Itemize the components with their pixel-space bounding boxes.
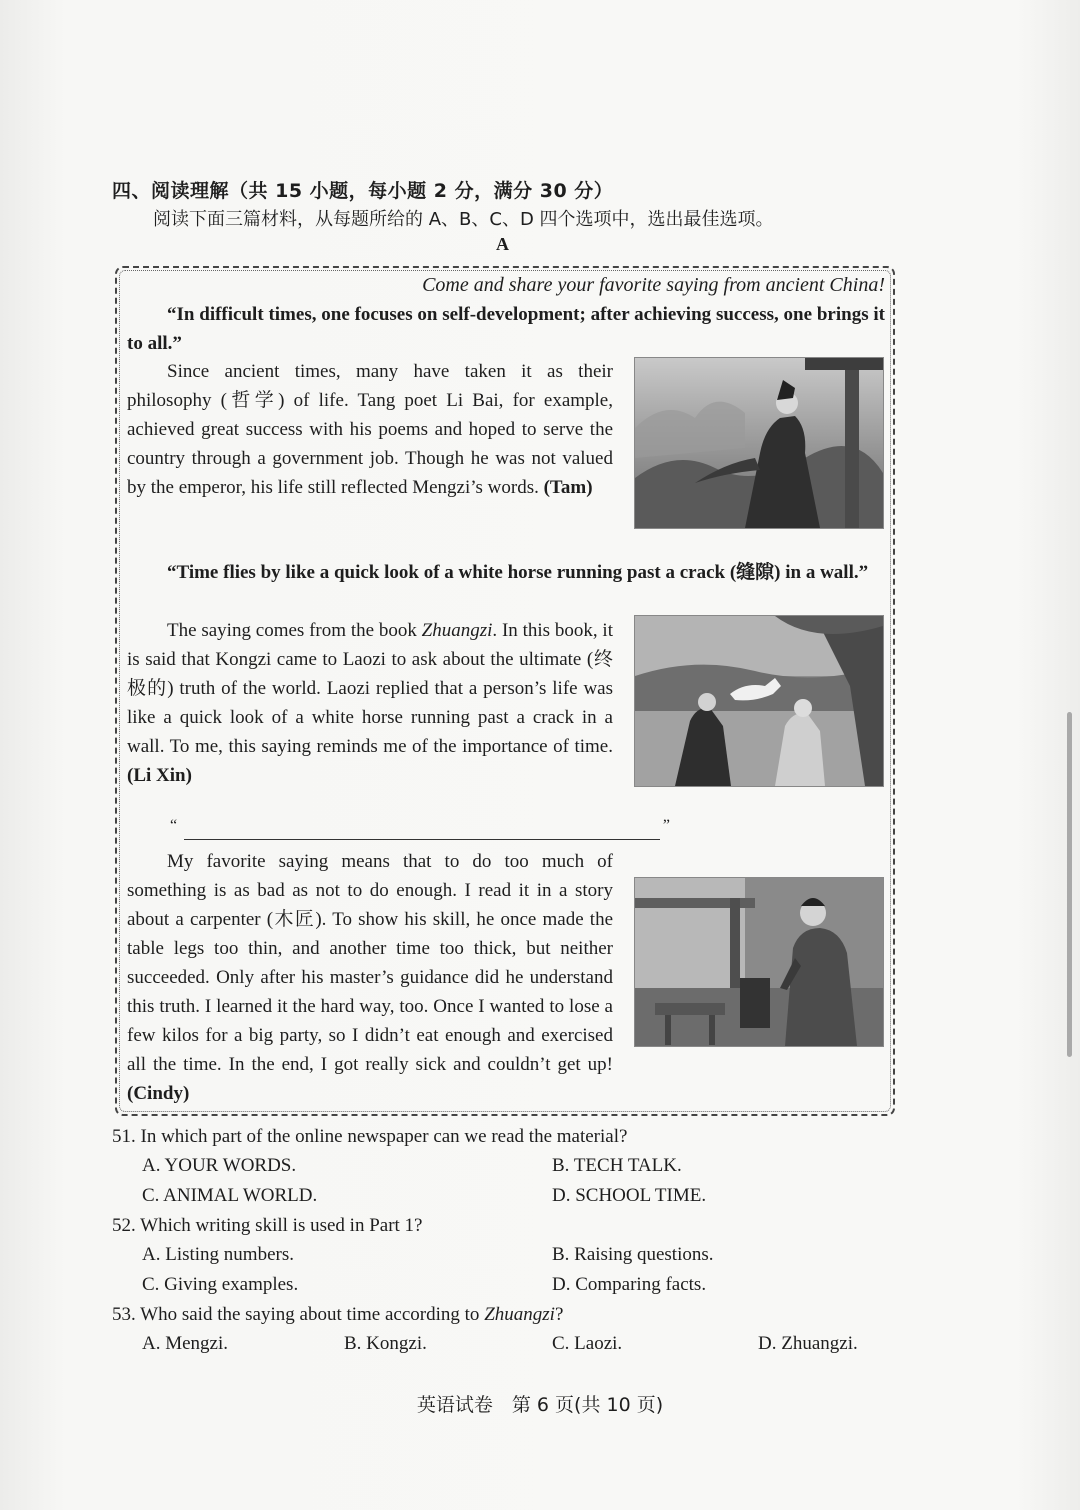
question-52-options-row-1 — [112, 1244, 892, 1274]
question-51-option-a[interactable]: A. YOUR WORDS. — [142, 1155, 297, 1176]
blank-underline — [184, 839, 660, 840]
scrollbar[interactable] — [1067, 712, 1072, 1057]
material-slogan: Come and share your favorite saying from ancient China! — [422, 274, 885, 296]
question-53-stem-pre: 53. Who said the saying about time according to — [112, 1304, 485, 1325]
horse-illustration-svg — [635, 616, 883, 786]
part1-body — [127, 357, 613, 502]
question-53-stem — [112, 1304, 563, 1326]
part1-heading: “In difficult times, one focuses on self-development; after achieving success, one brings it to all.” — [127, 304, 885, 354]
part2-heading: “Time flies by like a quick look of a white horse running past a crack (缝隙) in a wall.” — [167, 562, 869, 583]
question-53-book-title: Zhuangzi — [484, 1304, 555, 1325]
part2-text-pre: The saying comes from the book — [167, 620, 422, 641]
page-footer: 英语试卷 第 6 页(共 10 页) — [416, 1394, 664, 1416]
question-53 — [112, 1304, 892, 1333]
carpenter-workshop-illustration — [634, 877, 884, 1047]
part2-body — [127, 616, 613, 790]
part2-author: (Li Xin) — [127, 765, 192, 786]
question-52-options-row-2 — [112, 1274, 892, 1304]
question-52 — [112, 1215, 892, 1244]
question-52-option-d[interactable]: D. Comparing facts. — [552, 1274, 707, 1295]
question-51-options-row-2 — [112, 1185, 892, 1215]
section-title: 四、阅读理解（共 15 小题，每小题 2 分，满分 30 分） — [112, 180, 614, 202]
question-51 — [112, 1126, 892, 1155]
part2-book-title: Zhuangzi — [421, 620, 493, 641]
question-53-stem-post: ? — [554, 1304, 564, 1325]
question-52-option-c[interactable]: C. Giving examples. — [142, 1274, 299, 1295]
passage-label: A — [496, 234, 509, 254]
question-51-option-d[interactable]: D. SCHOOL TIME. — [552, 1185, 707, 1206]
question-52-stem: 52. Which writing skill is used in Part 1? — [112, 1215, 423, 1236]
part3-body — [127, 847, 613, 1108]
blank-quote-close: ” — [662, 817, 670, 834]
question-53-option-a[interactable]: A. Mengzi. — [142, 1333, 229, 1354]
question-51-stem: 51. In which part of the online newspaper can we read the material? — [112, 1126, 628, 1147]
part3-text: My favorite saying means that to do too much of something is as bad as not to do enough. I read it in a story about a carpenter (木匠). To show his skill, he once made the table legs too thin, and another time too thick, but neither succeeded. Only after his master’s guidance did he understand this truth. I learned it the hard way, too. Once I wanted to lose a few kilos for a big party, so I didn’t eat enough and exercised all the time. In the end, I got really sick and couldn’t get up! — [127, 851, 613, 1075]
part2-text-post: . In this book, it is said that Kongzi came to Laozi to ask about the ultimate (终极的) truth of the world. Laozi replied that a person’s life was like a quick look of a white horse running past a crack in a wall. To me, this saying reminds me of the importance of time. — [127, 620, 613, 757]
question-53-option-c[interactable]: C. Laozi. — [552, 1333, 623, 1354]
white-horse-scholars-illustration — [634, 615, 884, 787]
part1-text: Since ancient times, many have taken it as their philosophy (哲学) of life. Tang poet Li Bai, for example, achieved great success with his poems and hoped to serve the country through a government job. Though he was not valued by the emperor, his life still reflected Mengzi’s words. — [127, 361, 613, 498]
question-51-options-row-1 — [112, 1155, 892, 1185]
part3-author: (Cindy) — [127, 1083, 190, 1104]
missing-saying-blank — [170, 815, 670, 845]
question-52-option-b[interactable]: B. Raising questions. — [552, 1244, 714, 1265]
blank-quote-open: “ — [170, 817, 178, 834]
section-instruction: 阅读下面三篇材料，从每题所给的 A、B、C、D 四个选项中，选出最佳选项。 — [153, 209, 774, 230]
carpenter-illustration-svg — [635, 878, 883, 1046]
question-53-options-row — [112, 1333, 892, 1363]
question-51-option-c[interactable]: C. ANIMAL WORLD. — [142, 1185, 318, 1206]
questions-section — [112, 1126, 892, 1363]
question-53-option-b[interactable]: B. Kongzi. — [344, 1333, 427, 1354]
part1-author: (Tam) — [543, 477, 593, 498]
question-51-option-b[interactable]: B. TECH TALK. — [552, 1155, 682, 1176]
question-52-option-a[interactable]: A. Listing numbers. — [142, 1244, 294, 1265]
poet-in-robes-illustration — [634, 357, 884, 529]
poet-illustration-svg — [635, 358, 883, 528]
question-53-option-d[interactable]: D. Zhuangzi. — [758, 1333, 858, 1354]
